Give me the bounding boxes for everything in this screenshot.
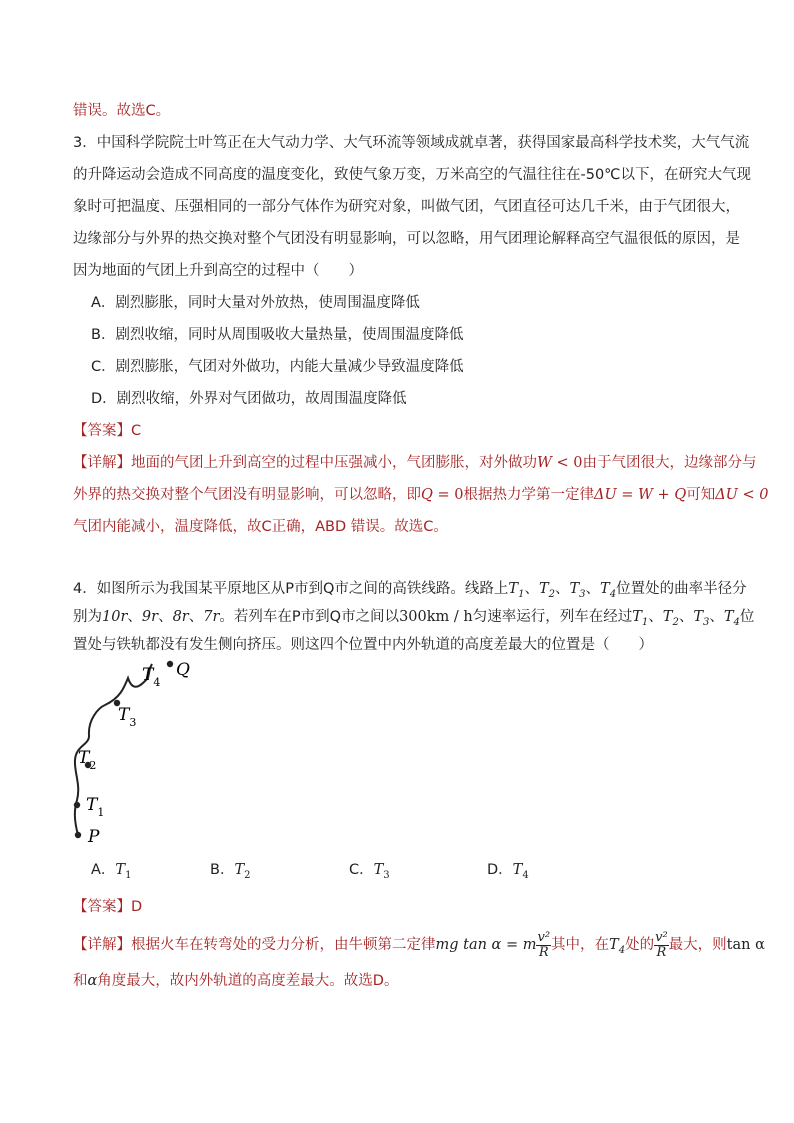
q3-option-b: B．剧烈收缩，同时从周围吸收大量热量，使周围温度降低 — [91, 327, 464, 343]
detail-text: 角度最大，故内外轨道的高度差最大。故选D。 — [97, 973, 399, 989]
detail-text: 外界的热交换对整个气团没有明显影响，可以忽略，即 — [73, 487, 421, 503]
math-q: Q — [421, 487, 433, 503]
math-du: ΔU < 0 — [715, 487, 769, 503]
radius-2: 9r — [141, 609, 159, 625]
q4-choice-c: C．$T_3$ — [349, 862, 390, 881]
q3-detail-line3: 气团内能减小，温度降低，故C正确，ABD 错误。故选C。 — [73, 519, 448, 535]
t4-ref: $T_4$ — [600, 581, 617, 600]
q4-text: 位 — [739, 609, 755, 625]
math-w: W — [537, 455, 552, 471]
q4-choice-d: D．$T_4$ — [487, 862, 529, 881]
q4-text-line2: 别为10r、9r、8r、7r。若列车在P市到Q市之间以300km / h匀速率运行，列车在经过$T_1$、$T_2$、$T_3$、$T_4$位 — [73, 609, 755, 628]
label-t3: $T_3$ — [118, 705, 137, 729]
q4-text: 位置处的曲率半径分 — [616, 581, 747, 597]
point-t1 — [74, 802, 80, 808]
v2-over-r: $\frac{\text{v²}}{R}$ — [537, 929, 551, 960]
radius-3: 8r — [172, 609, 189, 625]
q4-text: 4．如图所示为我国某平原地区从P市到Q市之间的高铁线路。线路上 — [73, 581, 509, 597]
answer-tag: 【答案】 — [73, 899, 131, 915]
q3-text-line: 边缘部分与外界的热交换对整个气团没有明显影响，可以忽略，用气团理论解释高空气温很低的原因，是 — [73, 231, 740, 247]
detail-text: 可知 — [686, 487, 716, 503]
label-t2: $T_2$ — [78, 748, 97, 772]
detail-text: 由于气团很大，边缘部分与 — [582, 455, 757, 471]
q3-option-d: D．剧烈收缩，外界对气团做功，故周围温度降低 — [91, 391, 407, 407]
detail-text: 和 — [73, 973, 88, 989]
radius-4: 7r — [203, 609, 220, 625]
q3-detail-line1 — [73, 453, 757, 473]
answer-value: C — [131, 423, 142, 439]
label-t4: $T_4$ — [142, 665, 161, 689]
q3-answer — [73, 421, 141, 441]
q3-detail-line2 — [73, 485, 769, 505]
q3-option-c: C．剧烈膨胀，气团对外做功，内能大量减少导致温度降低 — [91, 359, 464, 375]
t3-ref: $T_3$ — [569, 581, 586, 600]
radius-1: 10r — [102, 609, 128, 625]
detail-text: 根据火车在转弯处的受力分析，由牛顿第二定律 — [131, 937, 436, 953]
q4-detail-line2 — [73, 971, 398, 991]
v2-over-r: $\frac{\text{v²}}{R}$ — [655, 929, 668, 960]
q3-text-line: 因为地面的气团上升到高空的过程中（ ） — [73, 263, 363, 279]
detail-text: 根据热力学第一定律 — [463, 487, 594, 503]
q3-option-a: A．剧烈膨胀，同时大量对外放热，使周围温度降低 — [91, 295, 420, 311]
detail-tag: 【详解】 — [73, 455, 131, 471]
point-p — [75, 832, 81, 838]
q4-detail-line1 — [73, 928, 765, 968]
q4-text: 别为 — [73, 609, 102, 625]
q3-text-line: 3．中国科学院院士叶笃正在大气动力学、大气环流等领域成就卓著，获得国家最高科学技术奖，大气气流 — [73, 135, 750, 151]
q4-text-line3: 置处与铁轨都没有发生侧向挤压。则这四个位置中内外轨道的高度差最大的位置是（ ） — [73, 637, 653, 653]
previous-answer-end: 错误。故选C。 — [73, 103, 171, 119]
railway-route-diagram — [60, 650, 200, 850]
detail-text: 最大，则 — [668, 937, 727, 953]
alpha: α — [87, 973, 98, 989]
label-t1: $T_1$ — [86, 795, 105, 819]
q4-choice-a: A．$T_1$ — [91, 862, 132, 881]
speed-value: 300km / h — [399, 609, 473, 625]
detail-text: 其中，在 — [551, 937, 610, 953]
t1-ref: $T_1$ — [632, 609, 649, 628]
answer-tag: 【答案】 — [73, 423, 131, 439]
q4-answer — [73, 897, 142, 917]
tan-alpha: tan α — [726, 937, 765, 953]
q3-text-line: 象时可把温度、压强相同的一部分气体作为研究对象，叫做气团，气团直径可达几千米，由于气团很大， — [73, 199, 740, 215]
detail-tag: 【详解】 — [73, 937, 131, 953]
q4-text-line1: 4．如图所示为我国某平原地区从P市到Q市之间的高铁线路。线路上$T_1$、$T_2$、$T_3$、$T_4$位置处的曲率半径分 — [73, 581, 747, 600]
q4-text: 匀速率运行，列车在经过 — [472, 609, 633, 625]
detail-text: 处的 — [625, 937, 655, 953]
math-ineq: < 0 — [551, 455, 583, 471]
first-law-equation: ΔU = W + Q — [593, 487, 687, 503]
t1-ref: $T_1$ — [508, 581, 525, 600]
q4-choice-b: B．$T_2$ — [210, 862, 251, 881]
answer-value: D — [131, 899, 143, 915]
newton-equation: mg tan α = m — [435, 937, 537, 953]
t2-ref: $T_2$ — [662, 609, 679, 628]
label-p: P — [88, 827, 100, 847]
t4-ref: $T_4$ — [723, 609, 740, 628]
t3-ref: $T_3$ — [693, 609, 710, 628]
point-q — [167, 661, 173, 667]
t4-ref: $T_4$ — [609, 937, 626, 956]
q3-text-line: 的升降运动会造成不同高度的温度变化，致使气象万变，万米高空的气温往往在-50℃以下，在研究大气现 — [73, 167, 751, 183]
t2-ref: $T_2$ — [538, 581, 555, 600]
label-q: Q — [176, 660, 190, 680]
math-eq: = 0 — [432, 487, 464, 503]
q4-text: 。若列车在P市到Q市之间以 — [219, 609, 400, 625]
detail-text: 地面的气团上升到高空的过程中压强减小，气团膨胀，对外做功 — [131, 455, 537, 471]
